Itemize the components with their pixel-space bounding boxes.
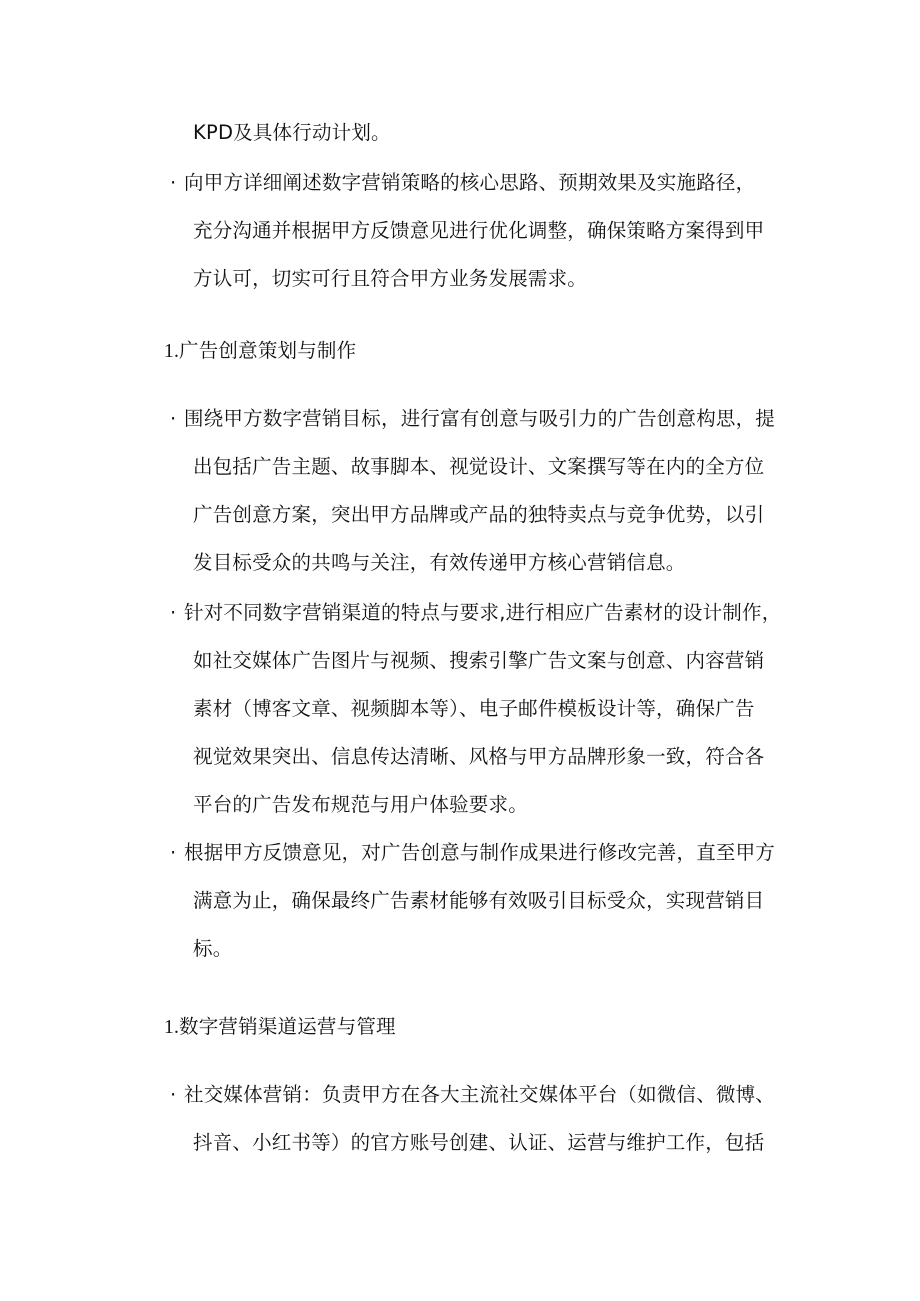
section-1-bullet-0-line-0: · 围绕甲方数字营销目标，进行富有创意与吸引力的广告创意构思，提 [170, 405, 775, 433]
section-2-bullet-0-line-1: 抖音、小红书等）的官方账号创建、认证、运营与维护工作，包括 [193, 1131, 765, 1154]
bullet-marker: · [170, 601, 177, 624]
bullet-marker: · [170, 171, 177, 194]
bullet-marker: · [170, 1083, 177, 1106]
section-1-bullet-2-line-0: · 根据甲方反馈意见，对广告创意与制作成果进行修改完善，直至甲方 [170, 839, 775, 867]
section-heading-channel-operations [164, 1013, 396, 1042]
section-1-bullet-2-line-1: 满意为止，确保最终广告素材能够有效吸引目标受众，实现营销目 [193, 889, 765, 912]
section-number: 1. [164, 1017, 180, 1038]
section-heading-ad-creative [164, 337, 356, 366]
bullet-marker: · [170, 407, 177, 430]
section-1-bullet-1-line-4: 平台的广告发布规范与用户体验要求。 [193, 793, 528, 816]
section-1-bullet-1-line-1: 如社交媒体广告图片与视频、搜索引擎广告文案与创意、内容营销 [193, 649, 765, 672]
section-1-bullet-1-line-3: 视觉效果突出、信息传达清晰、风格与甲方品牌形象一致，符合各 [193, 745, 765, 768]
bullet-item-0-line-2: 方认可，切实可行且符合甲方业务发展需求。 [193, 267, 588, 290]
section-1-bullet-1-line-0: · 针对不同数字营销渠道的特点与要求,进行相应广告素材的设计制作， [170, 599, 781, 627]
intro-tail-line: KPD及具体行动计划。 [193, 121, 391, 144]
section-title: 广告创意策划与制作 [179, 339, 357, 362]
section-1-bullet-2-line-2: 标。 [193, 937, 233, 960]
bullet-item-0-line-0: · 向甲方详细阐述数字营销策略的核心思路、预期效果及实施路径， [170, 169, 755, 197]
section-1-bullet-0-line-1: 出包括广告主题、故事脚本、视觉设计、文案撰写等在内的全方位 [193, 455, 765, 478]
section-title: 数字营销渠道运营与管理 [179, 1015, 396, 1038]
section-1-bullet-0-line-2: 广告创意方案，突出甲方品牌或产品的独特卖点与竞争优势，以引 [193, 503, 765, 526]
bullet-item-0-line-1: 充分沟通并根据甲方反馈意见进行优化调整，确保策略方案得到甲 [193, 219, 765, 242]
section-number: 1. [164, 341, 180, 362]
bullet-marker: · [170, 841, 177, 864]
section-1-bullet-1-line-2: 素材（博客文章、视频脚本等）、电子邮件模板设计等，确保广告 [193, 697, 755, 720]
section-1-bullet-0-line-3: 发目标受众的共鸣与关注，有效传递甲方核心营销信息。 [193, 551, 686, 574]
section-2-bullet-0-line-0: · 社交媒体营销：负责甲方在各大主流社交媒体平台（如微信、微博、 [170, 1081, 775, 1109]
